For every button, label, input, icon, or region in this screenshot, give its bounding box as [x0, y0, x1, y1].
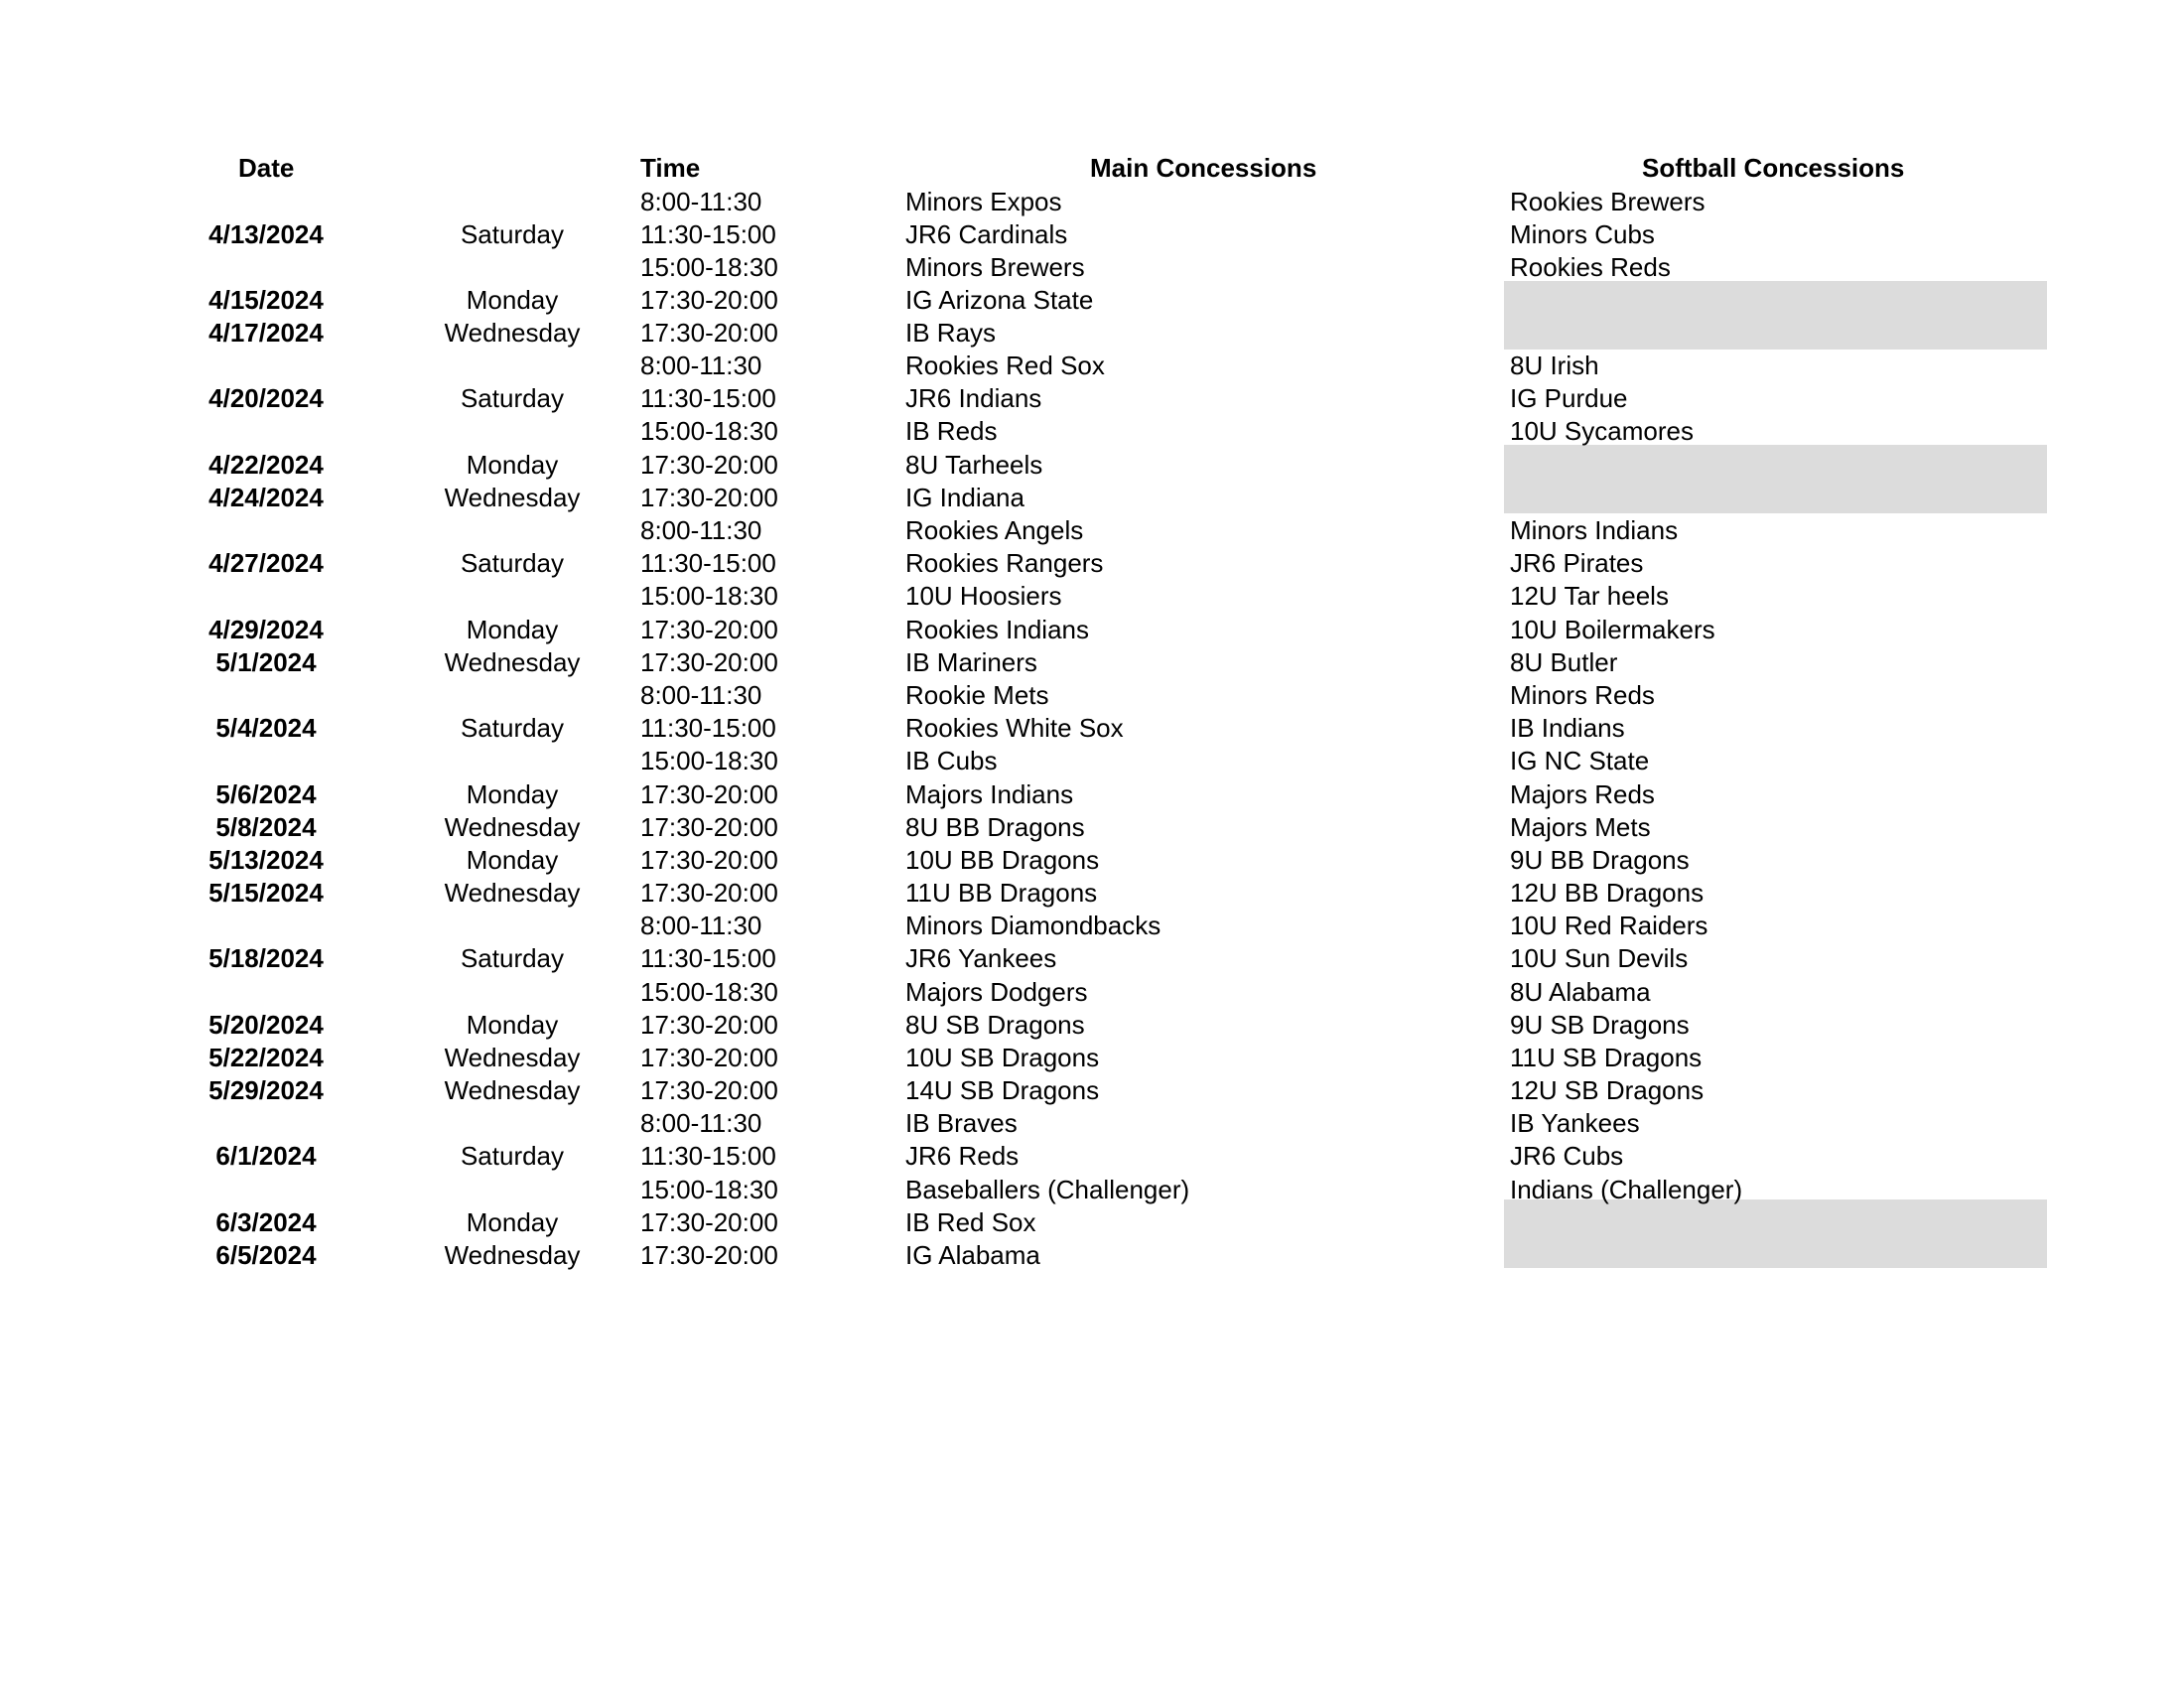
weekday-cell: Wednesday	[444, 483, 581, 512]
weekday-cell: Monday	[466, 615, 559, 644]
main-concession-cell: 8U Tarheels	[905, 450, 1043, 480]
date-cell: 5/22/2024	[208, 1043, 324, 1072]
weekday-cell: Monday	[466, 845, 559, 875]
time-cell: 11:30-15:00	[640, 383, 776, 413]
main-concession-cell: 10U Hoosiers	[905, 581, 1062, 611]
time-cell: 17:30-20:00	[640, 483, 778, 512]
weekday-cell: Saturday	[460, 548, 565, 578]
weekday-cell: Monday	[466, 450, 559, 480]
weekday-cell: Saturday	[460, 713, 565, 743]
time-cell: 11:30-15:00	[640, 1141, 776, 1171]
softball-concession-cell: Minors Indians	[1510, 515, 1679, 545]
date-cell: 5/13/2024	[208, 845, 324, 875]
time-cell: 8:00-11:30	[640, 911, 762, 940]
date-cell: 6/5/2024	[215, 1240, 317, 1270]
time-cell: 17:30-20:00	[640, 647, 778, 677]
softball-concession-cell: IG NC State	[1510, 746, 1650, 775]
main-concession-cell: JR6 Reds	[905, 1141, 1020, 1171]
main-concession-cell: IB Rays	[905, 318, 997, 348]
softball-concession-cell: 9U SB Dragons	[1510, 1010, 1690, 1040]
time-cell: 17:30-20:00	[640, 1043, 778, 1072]
main-concession-cell: 10U BB Dragons	[905, 845, 1100, 875]
time-cell: 8:00-11:30	[640, 351, 762, 380]
weekday-cell: Monday	[466, 779, 559, 809]
weekday-cell: Wednesday	[444, 1240, 581, 1270]
shaded-cell-block	[1504, 1199, 2047, 1268]
time-cell: 11:30-15:00	[640, 219, 776, 249]
time-cell: 17:30-20:00	[640, 1010, 778, 1040]
softball-concession-cell: 10U Sycamores	[1510, 416, 1694, 446]
time-cell: 17:30-20:00	[640, 812, 778, 842]
main-concession-cell: IB Red Sox	[905, 1207, 1036, 1237]
main-concession-cell: 14U SB Dragons	[905, 1075, 1100, 1105]
softball-concession-cell: 12U Tar heels	[1510, 581, 1669, 611]
softball-concession-cell: JR6 Pirates	[1510, 548, 1644, 578]
time-cell: 15:00-18:30	[640, 252, 778, 282]
main-concession-cell: IB Reds	[905, 416, 998, 446]
shaded-cell-block	[1504, 445, 2047, 513]
time-cell: 15:00-18:30	[640, 1175, 778, 1204]
time-cell: 17:30-20:00	[640, 1240, 778, 1270]
main-concession-cell: 11U BB Dragons	[905, 878, 1098, 908]
softball-concession-cell: Majors Mets	[1510, 812, 1651, 842]
weekday-cell: Wednesday	[444, 1043, 581, 1072]
softball-concession-cell: IG Purdue	[1510, 383, 1628, 413]
softball-concession-cell: Minors Reds	[1510, 680, 1655, 710]
main-concession-cell: Rookies Rangers	[905, 548, 1104, 578]
weekday-cell: Wednesday	[444, 318, 581, 348]
date-cell: 6/1/2024	[215, 1141, 317, 1171]
softball-concession-cell: JR6 Cubs	[1510, 1141, 1624, 1171]
date-cell: 6/3/2024	[215, 1207, 317, 1237]
time-header: Time	[640, 153, 701, 183]
time-cell: 15:00-18:30	[640, 977, 778, 1007]
weekday-cell: Monday	[466, 1010, 559, 1040]
date-cell: 5/20/2024	[208, 1010, 324, 1040]
weekday-cell: Monday	[466, 285, 559, 315]
time-cell: 15:00-18:30	[640, 581, 778, 611]
main-concession-cell: JR6 Yankees	[905, 943, 1057, 973]
time-cell: 17:30-20:00	[640, 878, 778, 908]
main-concession-cell: 8U BB Dragons	[905, 812, 1085, 842]
date-cell: 5/6/2024	[215, 779, 317, 809]
softball-concession-cell: Rookies Brewers	[1510, 187, 1706, 216]
main-concession-cell: Majors Dodgers	[905, 977, 1088, 1007]
weekday-cell: Saturday	[460, 219, 565, 249]
date-cell: 4/20/2024	[208, 383, 324, 413]
softball-concession-cell: 11U SB Dragons	[1510, 1043, 1703, 1072]
date-cell: 4/24/2024	[208, 483, 324, 512]
softball-concession-cell: 9U BB Dragons	[1510, 845, 1690, 875]
main-concession-cell: 8U SB Dragons	[905, 1010, 1085, 1040]
time-cell: 17:30-20:00	[640, 615, 778, 644]
date-cell: 5/15/2024	[208, 878, 324, 908]
softball-concession-cell: 8U Alabama	[1510, 977, 1651, 1007]
main-concessions-header: Main Concessions	[1090, 153, 1317, 183]
date-cell: 4/15/2024	[208, 285, 324, 315]
main-concession-cell: IG Arizona State	[905, 285, 1094, 315]
time-cell: 8:00-11:30	[640, 187, 762, 216]
weekday-cell: Monday	[466, 1207, 559, 1237]
time-cell: 17:30-20:00	[640, 779, 778, 809]
main-concession-cell: Minors Expos	[905, 187, 1062, 216]
time-cell: 11:30-15:00	[640, 713, 776, 743]
date-cell: 5/4/2024	[215, 713, 317, 743]
date-cell: 5/8/2024	[215, 812, 317, 842]
time-cell: 17:30-20:00	[640, 450, 778, 480]
main-concession-cell: Minors Diamondbacks	[905, 911, 1161, 940]
softball-concession-cell: Majors Reds	[1510, 779, 1655, 809]
time-cell: 15:00-18:30	[640, 416, 778, 446]
softball-concession-cell: IB Yankees	[1510, 1108, 1640, 1138]
softball-concessions-header: Softball Concessions	[1642, 153, 1905, 183]
time-cell: 15:00-18:30	[640, 746, 778, 775]
main-concession-cell: Baseballers (Challenger)	[905, 1175, 1190, 1204]
weekday-cell: Wednesday	[444, 1075, 581, 1105]
softball-concession-cell: 10U Boilermakers	[1510, 615, 1715, 644]
time-cell: 17:30-20:00	[640, 1075, 778, 1105]
weekday-cell: Wednesday	[444, 812, 581, 842]
time-cell: 11:30-15:00	[640, 943, 776, 973]
main-concession-cell: IG Alabama	[905, 1240, 1040, 1270]
main-concession-cell: IB Braves	[905, 1108, 1018, 1138]
time-cell: 17:30-20:00	[640, 318, 778, 348]
date-cell: 4/27/2024	[208, 548, 324, 578]
main-concession-cell: IB Cubs	[905, 746, 998, 775]
date-cell: 4/29/2024	[208, 615, 324, 644]
weekday-cell: Saturday	[460, 1141, 565, 1171]
main-concession-cell: Rookie Mets	[905, 680, 1049, 710]
main-concession-cell: Rookies Indians	[905, 615, 1089, 644]
softball-concession-cell: Minors Cubs	[1510, 219, 1655, 249]
softball-concession-cell: IB Indians	[1510, 713, 1625, 743]
main-concession-cell: Rookies Red Sox	[905, 351, 1105, 380]
softball-concession-cell: 12U BB Dragons	[1510, 878, 1705, 908]
time-cell: 8:00-11:30	[640, 680, 762, 710]
date-cell: 4/17/2024	[208, 318, 324, 348]
softball-concession-cell: Rookies Reds	[1510, 252, 1671, 282]
time-cell: 17:30-20:00	[640, 285, 778, 315]
date-cell: 4/22/2024	[208, 450, 324, 480]
weekday-cell: Saturday	[460, 943, 565, 973]
softball-concession-cell: 10U Red Raiders	[1510, 911, 1708, 940]
time-cell: 8:00-11:30	[640, 515, 762, 545]
softball-concession-cell: 12U SB Dragons	[1510, 1075, 1705, 1105]
time-cell: 8:00-11:30	[640, 1108, 762, 1138]
time-cell: 11:30-15:00	[640, 548, 776, 578]
main-concession-cell: IG Indiana	[905, 483, 1024, 512]
date-header: Date	[238, 153, 295, 183]
main-concession-cell: JR6 Indians	[905, 383, 1042, 413]
weekday-cell: Saturday	[460, 383, 565, 413]
main-concession-cell: Majors Indians	[905, 779, 1074, 809]
time-cell: 17:30-20:00	[640, 845, 778, 875]
time-cell: 17:30-20:00	[640, 1207, 778, 1237]
main-concession-cell: Rookies Angels	[905, 515, 1084, 545]
date-cell: 5/1/2024	[215, 647, 317, 677]
main-concession-cell: IB Mariners	[905, 647, 1037, 677]
softball-concession-cell: 8U Irish	[1510, 351, 1599, 380]
date-cell: 4/13/2024	[208, 219, 324, 249]
date-cell: 5/18/2024	[208, 943, 324, 973]
main-concession-cell: Minors Brewers	[905, 252, 1085, 282]
softball-concession-cell: 8U Butler	[1510, 647, 1618, 677]
main-concession-cell: JR6 Cardinals	[905, 219, 1068, 249]
weekday-cell: Wednesday	[444, 878, 581, 908]
main-concession-cell: 10U SB Dragons	[905, 1043, 1100, 1072]
weekday-cell: Wednesday	[444, 647, 581, 677]
date-cell: 5/29/2024	[208, 1075, 324, 1105]
shaded-cell-block	[1504, 281, 2047, 350]
main-concession-cell: Rookies White Sox	[905, 713, 1124, 743]
softball-concession-cell: 10U Sun Devils	[1510, 943, 1689, 973]
softball-concession-cell: Indians (Challenger)	[1510, 1175, 1743, 1204]
